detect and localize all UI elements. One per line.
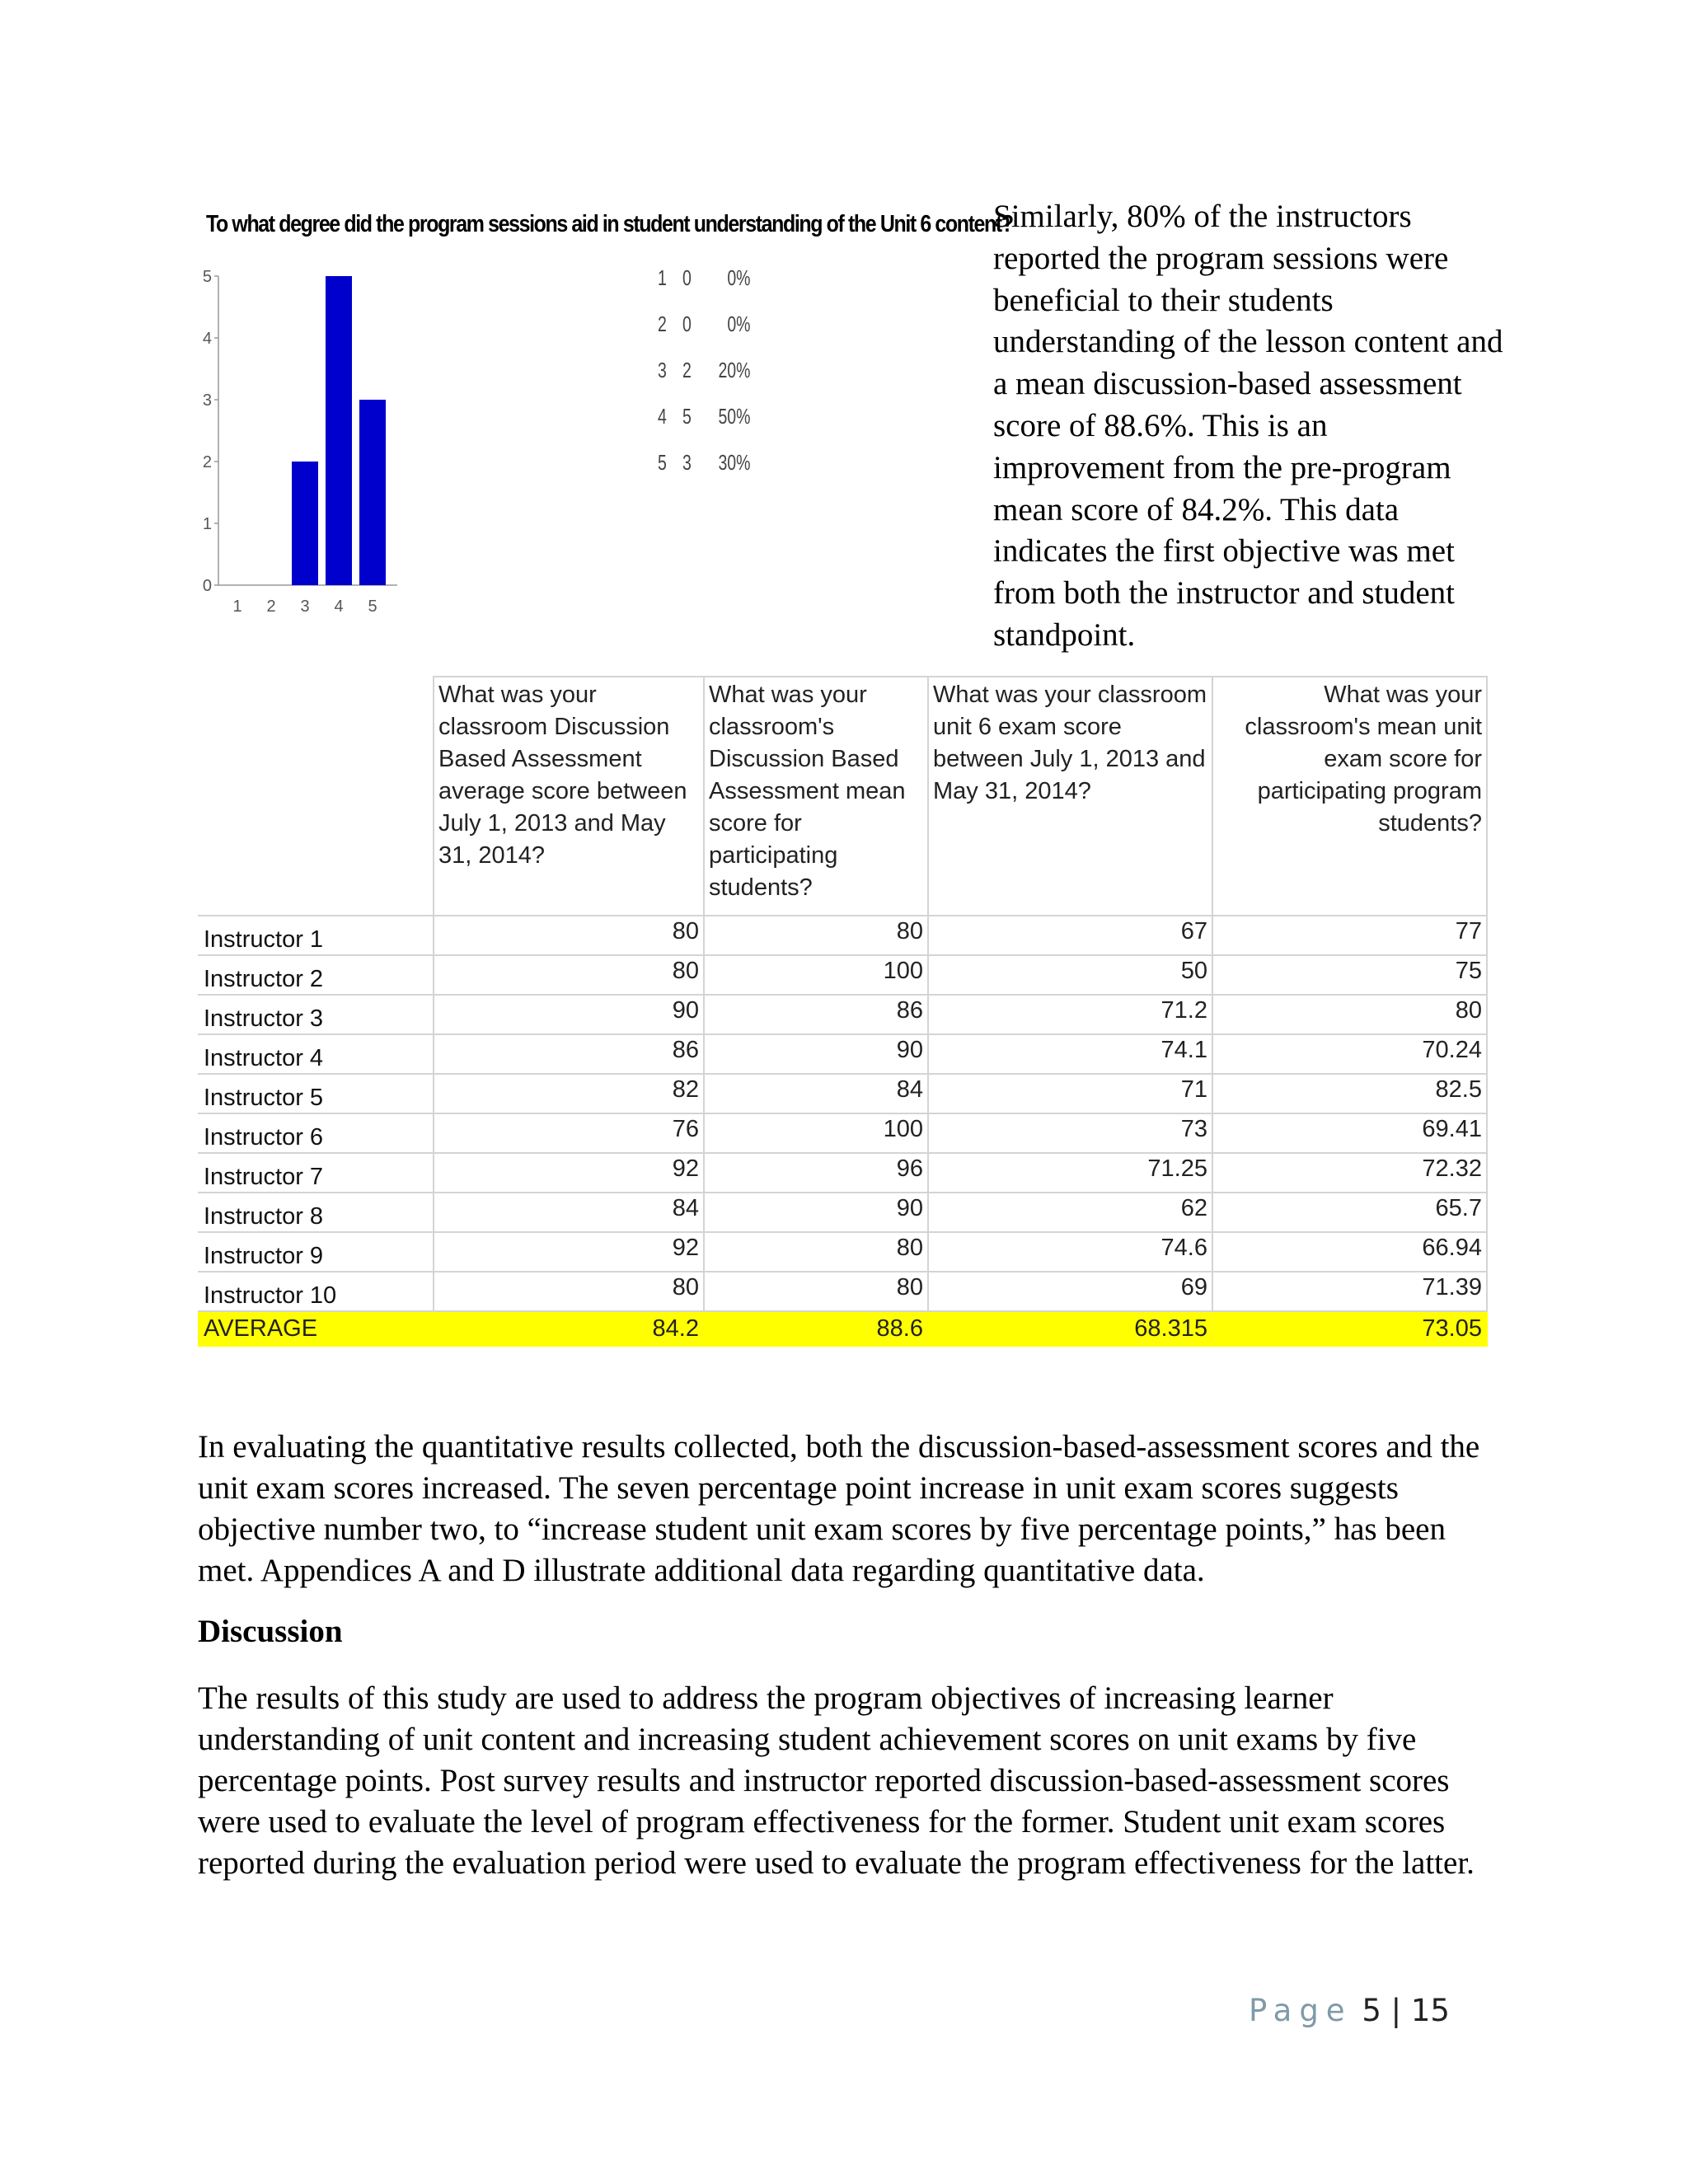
table-row: [199, 916, 1487, 955]
table-cell: 84: [704, 1074, 928, 1113]
legend-count: 0: [682, 265, 692, 290]
row-label: Instructor 9: [199, 1232, 434, 1272]
average-label: AVERAGE: [199, 1311, 434, 1346]
row-label: Instructor 3: [199, 995, 434, 1034]
legend-key: 3: [658, 358, 667, 382]
table-cell: 67: [928, 916, 1212, 955]
row-label: Instructor 8: [199, 1193, 434, 1232]
row-label: Instructor 4: [199, 1034, 434, 1074]
x-tick-label: 1: [232, 598, 242, 616]
column-header: What was your classroom's mean unit exam score for participating program students?: [1212, 677, 1487, 916]
legend-percent: 30%: [718, 450, 751, 475]
table-cell: 50: [928, 955, 1212, 995]
table-row: [199, 1232, 1487, 1272]
table-cell: 90: [704, 1034, 928, 1074]
table-cell: 65.7: [1212, 1193, 1487, 1232]
section-heading: Discussion: [198, 1614, 343, 1649]
table-corner-cell: [199, 677, 434, 916]
table-cell: 76: [434, 1113, 704, 1153]
average-cell: 73.05: [1212, 1311, 1487, 1346]
chart-title: To what degree did the program sessions aid in student understanding of the Unit 6 content?: [206, 211, 1013, 237]
average-cell: 88.6: [704, 1311, 928, 1346]
x-tick-label: 3: [300, 598, 310, 616]
table-cell: 80: [704, 916, 928, 955]
table-cell: 66.94: [1212, 1232, 1487, 1272]
table-cell: 73: [928, 1113, 1212, 1153]
legend-percent: 0%: [727, 312, 751, 336]
table-row: [199, 1193, 1487, 1232]
table-cell: 100: [704, 955, 928, 995]
table-cell: 80: [434, 1272, 704, 1311]
table-cell: 74.6: [928, 1232, 1212, 1272]
table-cell: 71.25: [928, 1153, 1212, 1193]
table-row: [199, 1074, 1487, 1113]
legend-key: 5: [658, 450, 667, 475]
discussion-paragraph: The results of this study are used to address the program objectives of increasing learner understanding of unit content and increasing student achievement scores on unit exams by five percentage points. Post survey results and instructor reported discussion-based-assessment scores were used to evaluate the level of program effectiveness for the former. Student unit exam scores reported during the evaluation period were used to evaluate the program effectiveness for the latter.: [198, 1680, 1475, 1881]
row-label: Instructor 7: [199, 1153, 434, 1193]
page-footer: [1249, 1993, 1450, 2028]
table-row: [199, 1153, 1487, 1193]
legend-percent: 50%: [718, 404, 751, 429]
legend-percent: 0%: [727, 265, 751, 290]
page-number: 5 | 15: [1362, 1993, 1450, 2028]
table-cell: 80: [704, 1232, 928, 1272]
table-cell: 80: [1212, 995, 1487, 1034]
table-cell: 77: [1212, 916, 1487, 955]
y-tick-label: 5: [202, 268, 212, 286]
results-paragraph: In evaluating the quantitative results collected, both the discussion-based-assessment scores and the unit exam scores increased. The seven percentage point increase in unit exam scores suggests objective number two, to “increase student unit exam scores by five percentage points,” has been met. Appendices A and D illustrate additional data regarding quantitative data.: [198, 1429, 1480, 1588]
table-cell: 75: [1212, 955, 1487, 995]
table-cell: 74.1: [928, 1034, 1212, 1074]
table-cell: 90: [434, 995, 704, 1034]
legend-key: 2: [658, 312, 667, 336]
row-label: Instructor 10: [199, 1272, 434, 1311]
x-tick-label: 5: [368, 598, 377, 616]
table-cell: 84: [434, 1193, 704, 1232]
table-cell: 70.24: [1212, 1034, 1487, 1074]
y-tick-label: 4: [202, 330, 212, 348]
average-cell: 68.315: [928, 1311, 1212, 1346]
legend-count: 5: [682, 404, 692, 429]
bar: [326, 276, 352, 585]
table-cell: 69: [928, 1272, 1212, 1311]
table-cell: 90: [704, 1193, 928, 1232]
table-cell: 69.41: [1212, 1113, 1487, 1153]
column-header: What was your classroom unit 6 exam score between July 1, 2013 and May 31, 2014?: [928, 677, 1212, 916]
table-cell: 72.32: [1212, 1153, 1487, 1193]
table-row: [199, 955, 1487, 995]
legend-row: [658, 450, 751, 496]
table-cell: 86: [434, 1034, 704, 1074]
table-header-row: [199, 677, 1487, 916]
y-tick-label: 0: [202, 577, 212, 595]
legend-key: 1: [658, 265, 667, 290]
table-cell: 82.5: [1212, 1074, 1487, 1113]
table-cell: 62: [928, 1193, 1212, 1232]
bar-chart: [198, 260, 404, 626]
table-cell: 82: [434, 1074, 704, 1113]
legend-percent: 20%: [718, 358, 751, 382]
bar: [359, 400, 386, 585]
table-cell: 71.39: [1212, 1272, 1487, 1311]
average-row: [199, 1311, 1487, 1346]
table-cell: 71: [928, 1074, 1212, 1113]
legend-row: [658, 312, 751, 358]
table-row: [199, 1272, 1487, 1311]
x-tick-label: 4: [334, 598, 344, 616]
table-cell: 96: [704, 1153, 928, 1193]
y-tick-label: 3: [202, 391, 212, 410]
table-cell: 92: [434, 1153, 704, 1193]
table-row: [199, 995, 1487, 1034]
table-cell: 80: [434, 955, 704, 995]
x-tick-label: 2: [266, 598, 276, 616]
legend-row: [658, 358, 751, 404]
row-label: Instructor 5: [199, 1074, 434, 1113]
scores-table: [198, 676, 1488, 1347]
legend-row: [658, 404, 751, 450]
table-cell: 80: [704, 1272, 928, 1311]
legend-count: 3: [682, 450, 692, 475]
column-header: What was your classroom Discussion Based Assessment average score between July 1, 2013 and May 31, 2014?: [434, 677, 704, 916]
y-tick-label: 1: [202, 515, 212, 533]
chart-legend: [658, 265, 781, 496]
table-cell: 86: [704, 995, 928, 1034]
legend-key: 4: [658, 404, 667, 429]
legend-count: 2: [682, 358, 692, 382]
legend-row: [658, 265, 751, 312]
y-tick-label: 2: [202, 453, 212, 471]
average-cell: 84.2: [434, 1311, 704, 1346]
table-row: [199, 1034, 1487, 1074]
table-row: [199, 1113, 1487, 1153]
row-label: Instructor 2: [199, 955, 434, 995]
legend-count: 0: [682, 312, 692, 336]
side-paragraph: Similarly, 80% of the instructors reported the program sessions were beneficial to their students understanding of the lesson content and a mean discussion-based assessment score of 88.6%. This is an improvement from the pre-program mean score of 84.2%. This data indicates the first objective was met from both the instructor and student standpoint.: [993, 199, 1503, 653]
row-label: Instructor 6: [199, 1113, 434, 1153]
row-label: Instructor 1: [199, 916, 434, 955]
page-label: Page: [1249, 1993, 1353, 2028]
bar: [292, 462, 318, 585]
table-cell: 80: [434, 916, 704, 955]
column-header: What was your classroom's Discussion Based Assessment mean score for participating students?: [704, 677, 928, 916]
table-cell: 92: [434, 1232, 704, 1272]
table-cell: 100: [704, 1113, 928, 1153]
table-cell: 71.2: [928, 995, 1212, 1034]
